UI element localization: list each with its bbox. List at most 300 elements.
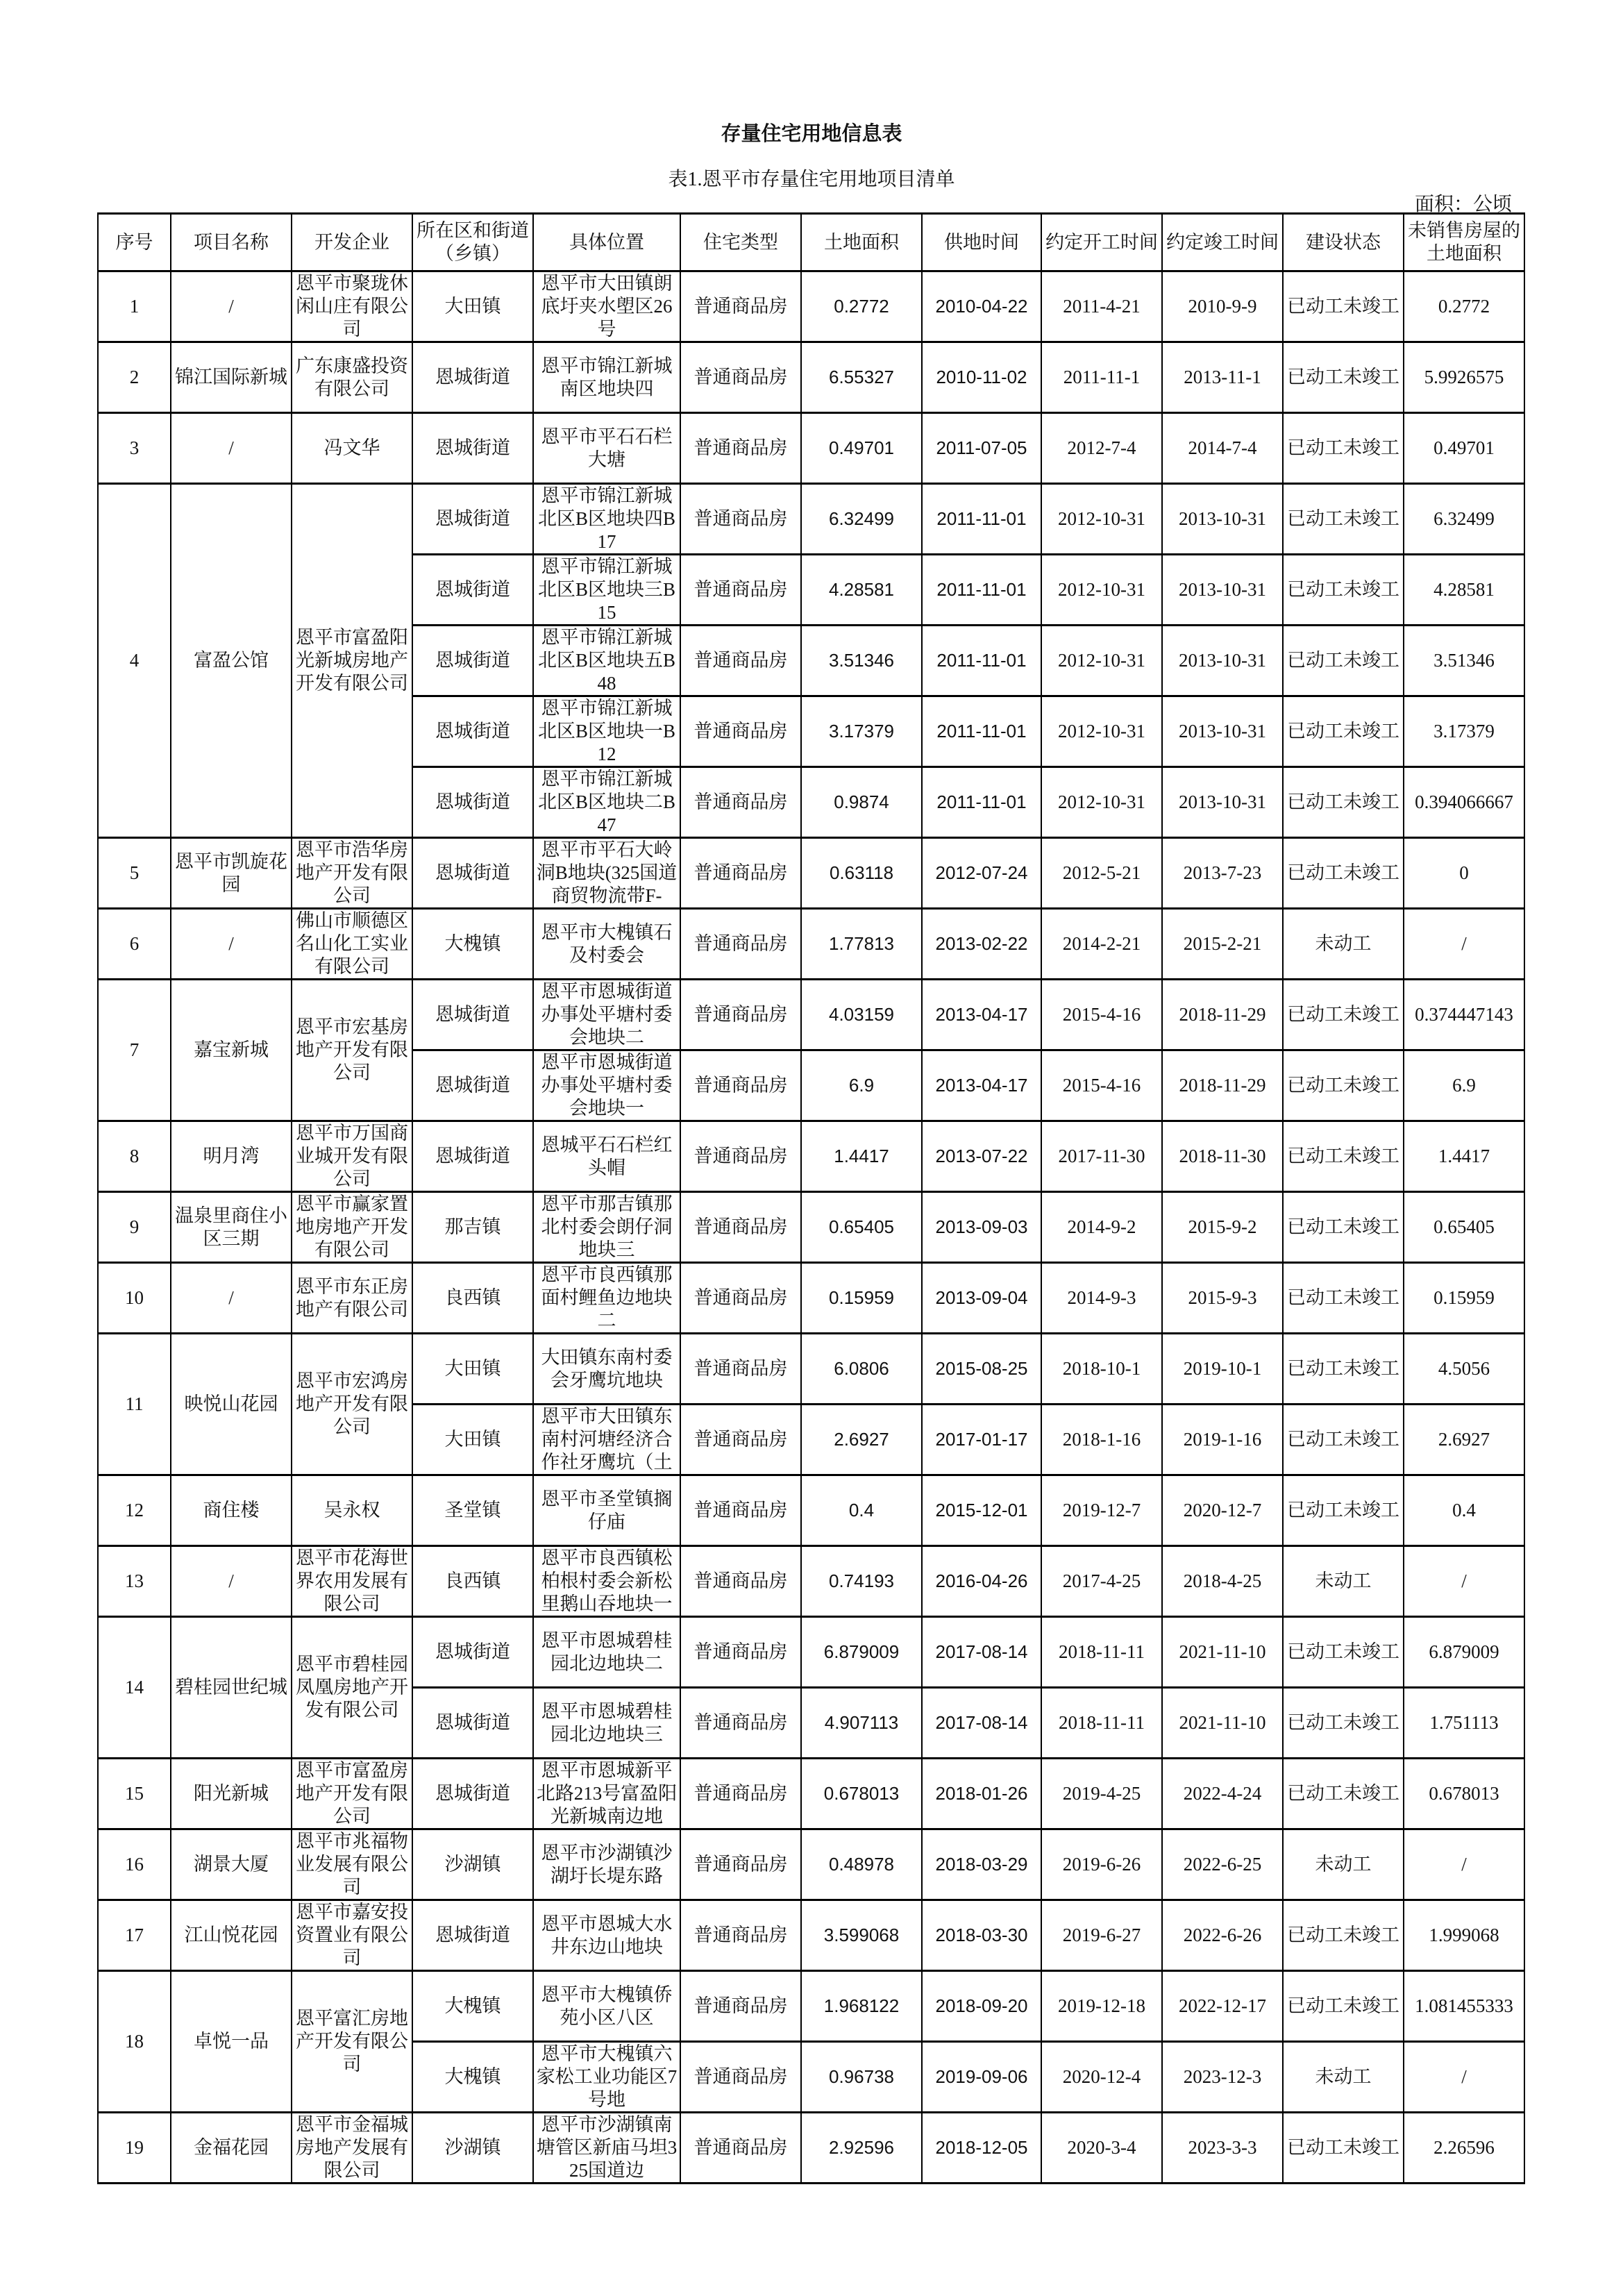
land-area: 4.907113 bbox=[824, 1712, 899, 1733]
finish-date-cell bbox=[1162, 909, 1283, 980]
finish-date-cell bbox=[1162, 1971, 1283, 2042]
developer: 恩平市富盈房地产开发有限公司 bbox=[296, 1760, 408, 1827]
finish-date: 2018-11-29 bbox=[1179, 1075, 1266, 1096]
unsold-area: 1.081455333 bbox=[1415, 1995, 1513, 2016]
unsold-area-cell bbox=[1404, 909, 1524, 980]
unsold-area-cell bbox=[1404, 1971, 1524, 2042]
start-date: 2015-4-16 bbox=[1062, 1004, 1141, 1025]
housing-type-cell bbox=[680, 767, 801, 838]
unsold-area-cell bbox=[1404, 1617, 1524, 1688]
housing-type: 普通商品房 bbox=[693, 933, 788, 954]
land-area: 3.599068 bbox=[823, 1925, 900, 1945]
build-status: 已动工未竣工 bbox=[1287, 1925, 1399, 1945]
build-status-cell bbox=[1283, 1900, 1404, 1971]
project-name: 金福花园 bbox=[194, 2137, 269, 2158]
unsold-area: 0.374447143 bbox=[1415, 1004, 1513, 1025]
land-area: 0.96738 bbox=[829, 2066, 894, 2087]
unsold-area: / bbox=[1461, 1854, 1467, 1875]
location-cell bbox=[533, 1334, 680, 1405]
location-cell bbox=[533, 626, 680, 696]
district: 那吉镇 bbox=[444, 1216, 501, 1237]
land-area-cell bbox=[801, 1971, 922, 2042]
build-status-cell bbox=[1283, 2113, 1404, 2184]
row-number-cell bbox=[98, 1900, 171, 1971]
document-title: 存量住宅用地信息表 bbox=[721, 123, 902, 145]
start-date: 2017-11-30 bbox=[1058, 1146, 1145, 1166]
district: 恩城街道 bbox=[435, 1004, 510, 1025]
housing-type: 普通商品房 bbox=[693, 579, 788, 600]
supply-date-cell bbox=[922, 1050, 1041, 1121]
finish-date: 2013-10-31 bbox=[1179, 579, 1266, 600]
location: 恩平市平石大岭洞B地块(325国道商贸物流带F- bbox=[536, 839, 678, 906]
finish-date: 2010-9-9 bbox=[1188, 296, 1257, 317]
start-date: 2011-4-21 bbox=[1063, 296, 1141, 317]
build-status: 已动工未竣工 bbox=[1287, 1712, 1399, 1733]
housing-type: 普通商品房 bbox=[693, 1995, 788, 2016]
housing-type: 普通商品房 bbox=[693, 2066, 788, 2087]
supply-date-cell bbox=[922, 1405, 1041, 1475]
housing-type-cell bbox=[680, 555, 801, 626]
land-area: 0.48978 bbox=[829, 1854, 894, 1875]
land-area: 0.9874 bbox=[834, 791, 889, 812]
header-no: 序号 bbox=[98, 214, 171, 271]
start-date-cell bbox=[1041, 2042, 1162, 2113]
developer-cell bbox=[292, 838, 412, 909]
location-cell bbox=[533, 1405, 680, 1475]
build-status-cell bbox=[1283, 1971, 1404, 2042]
supply-date-cell bbox=[922, 1759, 1041, 1829]
table-row bbox=[98, 1971, 1524, 2042]
location: 恩平市恩城碧桂园北边地块三 bbox=[541, 1700, 673, 1745]
developer-cell bbox=[292, 1546, 412, 1617]
finish-date: 2013-11-1 bbox=[1184, 367, 1261, 387]
project-name-cell bbox=[171, 271, 292, 342]
land-area-cell bbox=[801, 1334, 922, 1405]
build-status-cell bbox=[1283, 838, 1404, 909]
header-finish: 约定竣工时间 bbox=[1162, 214, 1283, 271]
developer: 恩平富汇房地产开发有限公司 bbox=[296, 2008, 408, 2075]
supply-date-cell bbox=[922, 1900, 1041, 1971]
build-status-cell bbox=[1283, 980, 1404, 1050]
supply-date: 2018-03-29 bbox=[935, 1854, 1028, 1875]
project-name-cell bbox=[171, 342, 292, 413]
location: 恩平市锦江新城北区B区地块二B47 bbox=[537, 769, 676, 835]
location-cell bbox=[533, 696, 680, 767]
unsold-area-cell bbox=[1404, 484, 1524, 555]
location: 恩平市平石石栏大塘 bbox=[541, 426, 673, 470]
housing-type: 普通商品房 bbox=[693, 1641, 788, 1662]
build-status: 已动工未竣工 bbox=[1287, 862, 1399, 883]
district-cell bbox=[412, 1546, 533, 1617]
finish-date-cell bbox=[1162, 413, 1283, 484]
start-date: 2014-9-2 bbox=[1067, 1216, 1136, 1237]
location-cell bbox=[533, 2042, 680, 2113]
finish-date-cell bbox=[1162, 1688, 1283, 1759]
build-status-cell bbox=[1283, 2042, 1404, 2113]
housing-type: 普通商品房 bbox=[693, 721, 788, 741]
row-number: 1 bbox=[129, 296, 140, 317]
land-area-cell bbox=[801, 1475, 922, 1546]
housing-type: 普通商品房 bbox=[693, 2137, 788, 2158]
project-name: 富盈公馆 bbox=[194, 650, 269, 671]
district-cell bbox=[412, 626, 533, 696]
finish-date-cell bbox=[1162, 484, 1283, 555]
unsold-area-cell bbox=[1404, 1829, 1524, 1900]
developer: 广东康盛投资有限公司 bbox=[296, 355, 408, 399]
district: 恩城街道 bbox=[435, 579, 510, 600]
start-date: 2011-11-1 bbox=[1063, 367, 1141, 387]
unsold-area: / bbox=[1461, 1570, 1467, 1591]
build-status: 已动工未竣工 bbox=[1287, 1783, 1399, 1804]
housing-type-cell bbox=[680, 1475, 801, 1546]
supply-date-cell bbox=[922, 342, 1041, 413]
table-caption: 表1.恩平市存量住宅用地项目清单 bbox=[668, 169, 955, 190]
build-status: 已动工未竣工 bbox=[1287, 1500, 1399, 1520]
district-cell bbox=[412, 1192, 533, 1263]
developer: 恩平市赢家置地房地产开发有限公司 bbox=[296, 1193, 408, 1260]
finish-date: 2015-9-3 bbox=[1188, 1287, 1257, 1308]
district: 恩城街道 bbox=[435, 1641, 510, 1662]
build-status-cell bbox=[1283, 909, 1404, 980]
row-number: 5 bbox=[129, 862, 140, 883]
district-cell bbox=[412, 1688, 533, 1759]
supply-date-cell bbox=[922, 1688, 1041, 1759]
supply-date-cell bbox=[922, 980, 1041, 1050]
developer: 恩平市浩华房地产开发有限公司 bbox=[296, 839, 408, 906]
supply-date-cell bbox=[922, 838, 1041, 909]
district-cell bbox=[412, 1829, 533, 1900]
row-number-cell bbox=[98, 413, 171, 484]
supply-date: 2013-02-22 bbox=[935, 933, 1028, 954]
unsold-area: 2.6927 bbox=[1438, 1429, 1490, 1450]
developer-cell bbox=[292, 342, 412, 413]
start-date-cell bbox=[1041, 1759, 1162, 1829]
header-area: 土地面积 bbox=[801, 214, 922, 271]
row-number-cell bbox=[98, 1475, 171, 1546]
row-number-cell bbox=[98, 1617, 171, 1759]
housing-type: 普通商品房 bbox=[693, 1287, 788, 1308]
district-cell bbox=[412, 271, 533, 342]
housing-type: 普通商品房 bbox=[693, 296, 788, 317]
housing-type-cell bbox=[680, 2042, 801, 2113]
build-status-cell bbox=[1283, 1546, 1404, 1617]
land-area-cell bbox=[801, 696, 922, 767]
finish-date: 2023-12-3 bbox=[1183, 2066, 1262, 2087]
developer-cell bbox=[292, 1475, 412, 1546]
project-name-cell bbox=[171, 2113, 292, 2184]
start-date-cell bbox=[1041, 271, 1162, 342]
unsold-area-cell bbox=[1404, 1050, 1524, 1121]
project-name-cell bbox=[171, 909, 292, 980]
housing-type-cell bbox=[680, 1900, 801, 1971]
row-number-cell bbox=[98, 1971, 171, 2113]
table-row bbox=[98, 1121, 1524, 1192]
land-area-cell bbox=[801, 1900, 922, 1971]
row-number-cell bbox=[98, 1759, 171, 1829]
build-status-cell bbox=[1283, 1688, 1404, 1759]
finish-date: 2021-11-10 bbox=[1179, 1641, 1266, 1662]
unsold-area-cell bbox=[1404, 2113, 1524, 2184]
start-date: 2012-10-31 bbox=[1058, 791, 1145, 812]
land-area: 0.678013 bbox=[823, 1783, 900, 1804]
finish-date-cell bbox=[1162, 1829, 1283, 1900]
project-name-cell bbox=[171, 1121, 292, 1192]
start-date: 2018-11-11 bbox=[1059, 1641, 1145, 1662]
supply-date: 2012-07-24 bbox=[935, 862, 1028, 883]
supply-date: 2018-01-26 bbox=[935, 1783, 1028, 1804]
finish-date: 2022-6-26 bbox=[1183, 1925, 1262, 1945]
location: 恩平市恩城街道办事处平塘村委会地块二 bbox=[541, 981, 673, 1048]
build-status-cell bbox=[1283, 1759, 1404, 1829]
location-cell bbox=[533, 909, 680, 980]
unsold-area-cell bbox=[1404, 1688, 1524, 1759]
header-status: 建设状态 bbox=[1283, 214, 1404, 271]
district-cell bbox=[412, 767, 533, 838]
project-name: 映悦山花园 bbox=[184, 1393, 278, 1414]
finish-date-cell bbox=[1162, 980, 1283, 1050]
unsold-area: 0.394066667 bbox=[1415, 791, 1513, 812]
district: 沙湖镇 bbox=[444, 2137, 501, 2158]
supply-date-cell bbox=[922, 271, 1041, 342]
developer: 佛山市顺德区名山化工实业有限公司 bbox=[296, 910, 408, 977]
supply-date-cell bbox=[922, 626, 1041, 696]
start-date: 2012-10-31 bbox=[1058, 508, 1145, 529]
housing-type-cell bbox=[680, 1971, 801, 2042]
district-cell bbox=[412, 1050, 533, 1121]
supply-date: 2013-09-04 bbox=[935, 1287, 1028, 1308]
build-status: 未动工 bbox=[1315, 933, 1372, 954]
unsold-area: 0.65405 bbox=[1433, 1216, 1495, 1237]
table-row bbox=[98, 1192, 1524, 1263]
table-row bbox=[98, 1617, 1524, 1688]
location: 恩平市沙湖镇南塘管区新庙马坦325国道边 bbox=[536, 2114, 678, 2181]
supply-date-cell bbox=[922, 1475, 1041, 1546]
row-number-cell bbox=[98, 1121, 171, 1192]
unsold-area-cell bbox=[1404, 1900, 1524, 1971]
start-date: 2019-12-18 bbox=[1058, 1995, 1145, 2016]
supply-date: 2010-11-02 bbox=[936, 367, 1027, 387]
developer: 冯文华 bbox=[323, 437, 380, 458]
finish-date-cell bbox=[1162, 342, 1283, 413]
housing-type-cell bbox=[680, 271, 801, 342]
housing-type: 普通商品房 bbox=[693, 1004, 788, 1025]
finish-date-cell bbox=[1162, 626, 1283, 696]
unsold-area-cell bbox=[1404, 1475, 1524, 1546]
build-status: 已动工未竣工 bbox=[1287, 579, 1399, 600]
district: 恩城街道 bbox=[435, 862, 510, 883]
district-cell bbox=[412, 1617, 533, 1688]
supply-date: 2019-09-06 bbox=[935, 2066, 1028, 2087]
land-area: 6.32499 bbox=[829, 508, 894, 529]
table-header-row bbox=[98, 214, 1524, 271]
row-number: 2 bbox=[129, 367, 140, 387]
developer: 恩平市宏鸿房地产开发有限公司 bbox=[296, 1371, 408, 1437]
district-cell bbox=[412, 2042, 533, 2113]
district-cell bbox=[412, 1405, 533, 1475]
supply-date-cell bbox=[922, 1829, 1041, 1900]
housing-type-cell bbox=[680, 980, 801, 1050]
project-name: 温泉里商住小区三期 bbox=[175, 1205, 287, 1249]
project-name: 湖景大厦 bbox=[194, 1854, 269, 1875]
finish-date: 2013-10-31 bbox=[1179, 508, 1266, 529]
project-name-cell bbox=[171, 1192, 292, 1263]
start-date: 2019-12-7 bbox=[1062, 1500, 1141, 1520]
supply-date: 2018-12-05 bbox=[935, 2137, 1028, 2158]
unsold-area: 4.5056 bbox=[1438, 1358, 1490, 1379]
supply-date: 2011-11-01 bbox=[936, 791, 1027, 812]
location-cell bbox=[533, 271, 680, 342]
location: 恩平市大槐镇六家松工业功能区7号地 bbox=[536, 2043, 678, 2110]
finish-date: 2015-2-21 bbox=[1183, 933, 1262, 954]
row-number-cell bbox=[98, 909, 171, 980]
start-date-cell bbox=[1041, 1617, 1162, 1688]
start-date-cell bbox=[1041, 1405, 1162, 1475]
land-area-cell bbox=[801, 1546, 922, 1617]
location-cell bbox=[533, 1617, 680, 1688]
finish-date-cell bbox=[1162, 1759, 1283, 1829]
supply-date: 2013-04-17 bbox=[935, 1004, 1028, 1025]
start-date: 2019-4-25 bbox=[1062, 1783, 1141, 1804]
housing-type: 普通商品房 bbox=[693, 437, 788, 458]
unsold-area-cell bbox=[1404, 1759, 1524, 1829]
finish-date: 2022-12-17 bbox=[1179, 1995, 1266, 2016]
location: 恩平市锦江新城北区B区地块五B48 bbox=[537, 627, 676, 694]
district-cell bbox=[412, 484, 533, 555]
district: 沙湖镇 bbox=[444, 1854, 501, 1875]
row-number: 4 bbox=[129, 650, 140, 671]
supply-date: 2011-07-05 bbox=[936, 437, 1027, 458]
land-area-cell bbox=[801, 1405, 922, 1475]
location-cell bbox=[533, 555, 680, 626]
housing-type-cell bbox=[680, 1050, 801, 1121]
district-cell bbox=[412, 1334, 533, 1405]
unsold-area-cell bbox=[1404, 626, 1524, 696]
finish-date: 2020-12-7 bbox=[1183, 1500, 1262, 1520]
supply-date: 2011-11-01 bbox=[936, 579, 1027, 600]
project-name: 商住楼 bbox=[203, 1500, 260, 1520]
land-area: 1.77813 bbox=[829, 933, 894, 954]
housing-type: 普通商品房 bbox=[693, 508, 788, 529]
land-info-table bbox=[97, 212, 1525, 2184]
project-name: 碧桂园世纪城 bbox=[175, 1677, 287, 1698]
land-area: 0.2772 bbox=[834, 296, 889, 317]
location-cell bbox=[533, 838, 680, 909]
land-area: 0.63118 bbox=[829, 862, 894, 883]
location-cell bbox=[533, 767, 680, 838]
build-status-cell bbox=[1283, 1475, 1404, 1546]
finish-date-cell bbox=[1162, 1334, 1283, 1405]
land-area-cell bbox=[801, 484, 922, 555]
supply-date: 2011-11-01 bbox=[936, 508, 1027, 529]
unsold-area: 2.26596 bbox=[1433, 2137, 1495, 2158]
finish-date: 2018-11-30 bbox=[1179, 1146, 1266, 1166]
supply-date: 2013-07-22 bbox=[935, 1146, 1028, 1166]
district: 大田镇 bbox=[444, 296, 501, 317]
start-date: 2018-10-1 bbox=[1062, 1358, 1141, 1379]
district-cell bbox=[412, 1475, 533, 1546]
row-number-cell bbox=[98, 1546, 171, 1617]
location-cell bbox=[533, 1688, 680, 1759]
land-area: 3.17379 bbox=[829, 721, 894, 741]
location: 恩平市大田镇东南村河塘经济合作社牙鹰坑（土 bbox=[541, 1406, 673, 1473]
start-date: 2012-10-31 bbox=[1058, 721, 1145, 741]
finish-date-cell bbox=[1162, 1263, 1283, 1334]
table-row bbox=[98, 1829, 1524, 1900]
unsold-area: 1.4417 bbox=[1438, 1146, 1490, 1166]
row-number: 9 bbox=[129, 1216, 140, 1237]
housing-type-cell bbox=[680, 1405, 801, 1475]
housing-type: 普通商品房 bbox=[693, 1075, 788, 1096]
district: 恩城街道 bbox=[435, 1925, 510, 1945]
supply-date: 2011-11-01 bbox=[936, 650, 1027, 671]
header-start: 约定开工时间 bbox=[1041, 214, 1162, 271]
build-status: 已动工未竣工 bbox=[1287, 437, 1399, 458]
land-area-cell bbox=[801, 1617, 922, 1688]
build-status: 已动工未竣工 bbox=[1287, 367, 1399, 387]
finish-date-cell bbox=[1162, 1900, 1283, 1971]
project-name: 明月湾 bbox=[203, 1146, 260, 1166]
table-row bbox=[98, 980, 1524, 1050]
row-number: 15 bbox=[125, 1783, 144, 1804]
unsold-area: 0.49701 bbox=[1433, 437, 1495, 458]
housing-type: 普通商品房 bbox=[693, 1925, 788, 1945]
start-date: 2015-4-16 bbox=[1062, 1075, 1141, 1096]
district-cell bbox=[412, 696, 533, 767]
location-cell bbox=[533, 1192, 680, 1263]
start-date-cell bbox=[1041, 342, 1162, 413]
land-area-cell bbox=[801, 1263, 922, 1334]
build-status-cell bbox=[1283, 1334, 1404, 1405]
developer: 恩平市兆福物业发展有限公司 bbox=[296, 1831, 408, 1897]
housing-type: 普通商品房 bbox=[693, 1783, 788, 1804]
build-status: 未动工 bbox=[1315, 1854, 1372, 1875]
build-status-cell bbox=[1283, 626, 1404, 696]
housing-type: 普通商品房 bbox=[693, 650, 788, 671]
housing-type-cell bbox=[680, 1192, 801, 1263]
supply-date-cell bbox=[922, 2042, 1041, 2113]
supply-date-cell bbox=[922, 909, 1041, 980]
build-status-cell bbox=[1283, 1121, 1404, 1192]
finish-date-cell bbox=[1162, 555, 1283, 626]
row-number-cell bbox=[98, 1263, 171, 1334]
start-date-cell bbox=[1041, 1829, 1162, 1900]
district-cell bbox=[412, 555, 533, 626]
location: 恩平市恩城大水井东边山地块 bbox=[541, 1913, 673, 1957]
developer: 恩平市富盈阳光新城房地产开发有限公司 bbox=[296, 627, 408, 694]
project-name-cell bbox=[171, 1334, 292, 1475]
developer-cell bbox=[292, 1759, 412, 1829]
location-cell bbox=[533, 1121, 680, 1192]
finish-date: 2014-7-4 bbox=[1188, 437, 1257, 458]
header-name: 项目名称 bbox=[171, 214, 292, 271]
supply-date: 2017-08-14 bbox=[935, 1641, 1028, 1662]
unsold-area-cell bbox=[1404, 838, 1524, 909]
housing-type: 普通商品房 bbox=[693, 367, 788, 387]
build-status: 已动工未竣工 bbox=[1287, 2137, 1399, 2158]
project-name: / bbox=[228, 1570, 234, 1591]
unsold-area: 3.17379 bbox=[1433, 721, 1495, 741]
supply-date: 2010-04-22 bbox=[935, 296, 1028, 317]
start-date-cell bbox=[1041, 1192, 1162, 1263]
location: 恩平市锦江新城北区B区地块三B15 bbox=[537, 556, 676, 623]
land-area-cell bbox=[801, 413, 922, 484]
location-cell bbox=[533, 1829, 680, 1900]
unsold-area-cell bbox=[1404, 342, 1524, 413]
supply-date-cell bbox=[922, 2113, 1041, 2184]
supply-date: 2013-09-03 bbox=[935, 1216, 1028, 1237]
land-area: 0.74193 bbox=[829, 1570, 894, 1591]
build-status-cell bbox=[1283, 1050, 1404, 1121]
